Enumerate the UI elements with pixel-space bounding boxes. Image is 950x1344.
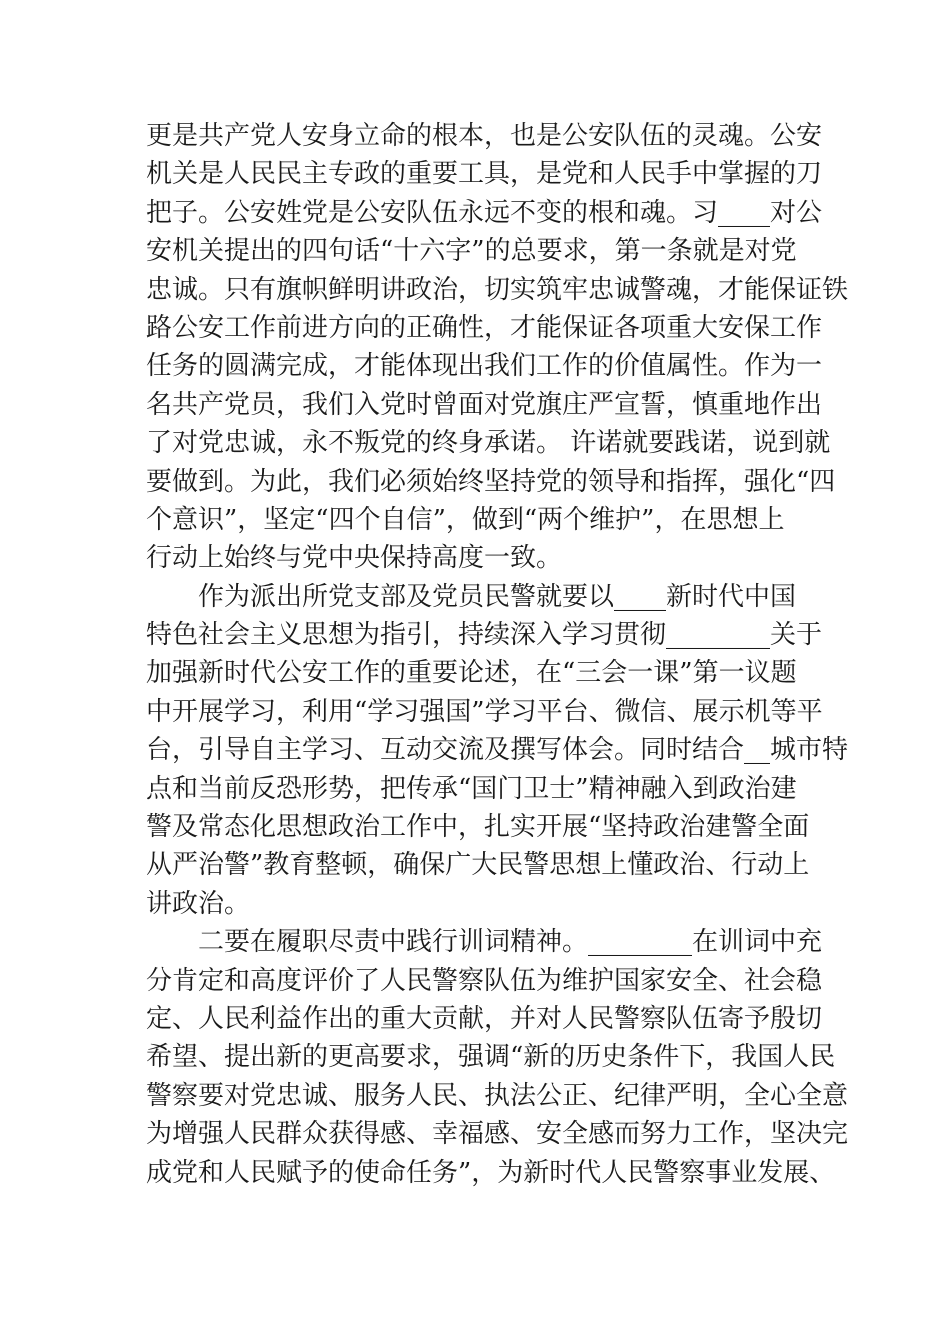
- text-line: 安机关提出的四句话“十六字”的总要求，第一条就是对党: [146, 236, 797, 267]
- text-line: 二要在履职尽责中践行训词精神。________在训词中充: [198, 927, 823, 958]
- text-line: 希望、提出新的更高要求，强调“新的历史条件下，我国人民: [146, 1042, 836, 1073]
- text-line: 路公安工作前进方向的正确性，才能保证各项重大安保工作: [146, 312, 823, 343]
- text-line: 警及常态化思想政治工作中，扎实开展“坚持政治建警全面: [146, 812, 810, 843]
- text-line: 行动上始终与党中央保持高度一致。: [146, 543, 563, 574]
- text-line: 更是共产党人安身立命的根本，也是公安队伍的灵魂。公安: [146, 121, 823, 151]
- paragraph-2: [146, 578, 849, 924]
- text-line: 机关是人民民主专政的重要工具，是党和人民手中掌握的刀: [146, 159, 823, 190]
- text-line: 了对党忠诚，永不叛党的终身承诺。 许诺就要践诺，说到就: [146, 428, 831, 459]
- text-line: 分肯定和高度评价了人民警察队伍为维护国家安全、社会稳: [146, 965, 823, 996]
- text-line: 个意识”，坚定“四个自信”，做到“两个维护”，在思想上: [146, 504, 785, 535]
- text-line: 从严治警”教育整顿，确保广大民警思想上懂政治、行动上: [146, 850, 810, 881]
- document-body: [146, 117, 849, 1192]
- text-line: 成党和人民赋予的使命任务”，为新时代人民警察事业发展、: [146, 1157, 836, 1188]
- text-line: 为增强人民群众获得感、幸福感、安全感而努力工作，坚决完: [146, 1119, 849, 1150]
- paragraph-1: [146, 117, 849, 578]
- text-line: 作为派出所党支部及党员民警就要以____新时代中国: [198, 581, 797, 612]
- text-line: 任务的圆满完成，才能体现出我们工作的价值属性。作为一: [146, 351, 823, 382]
- text-line: 名共产党员，我们入党时曾面对党旗庄严宣誓，慎重地作出: [146, 389, 823, 420]
- text-line: 点和当前反恐形势，把传承“国门卫士”精神融入到政治建: [146, 773, 797, 804]
- text-line: 把子。公安姓党是公安队伍永远不变的根和魂。习____对公: [146, 197, 823, 228]
- text-line: 讲政治。: [146, 888, 251, 919]
- text-line: 要做到。为此，我们必须始终坚持党的领导和指挥，强化“四: [146, 466, 836, 497]
- text-line: 加强新时代公安工作的重要论述，在“三会一课”第一议题: [146, 658, 797, 689]
- text-line: 中开展学习，利用“学习强国”学习平台、微信、展示机等平: [146, 696, 823, 727]
- paragraph-3: [146, 923, 849, 1192]
- text-line: 忠诚。只有旗帜鲜明讲政治，切实筑牢忠诚警魂，才能保证铁: [146, 274, 849, 305]
- text-line: 定、人民利益作出的重大贡献，并对人民警察队伍寄予殷切: [146, 1003, 823, 1034]
- text-line: 警察要对党忠诚、服务人民、执法公正、纪律严明，全心全意: [146, 1080, 849, 1111]
- text-line: 特色社会主义思想为指引，持续深入学习贯彻________关于: [146, 620, 823, 651]
- text-line: 台，引导自主学习、互动交流及撰写体会。同时结合__城市特: [146, 735, 849, 766]
